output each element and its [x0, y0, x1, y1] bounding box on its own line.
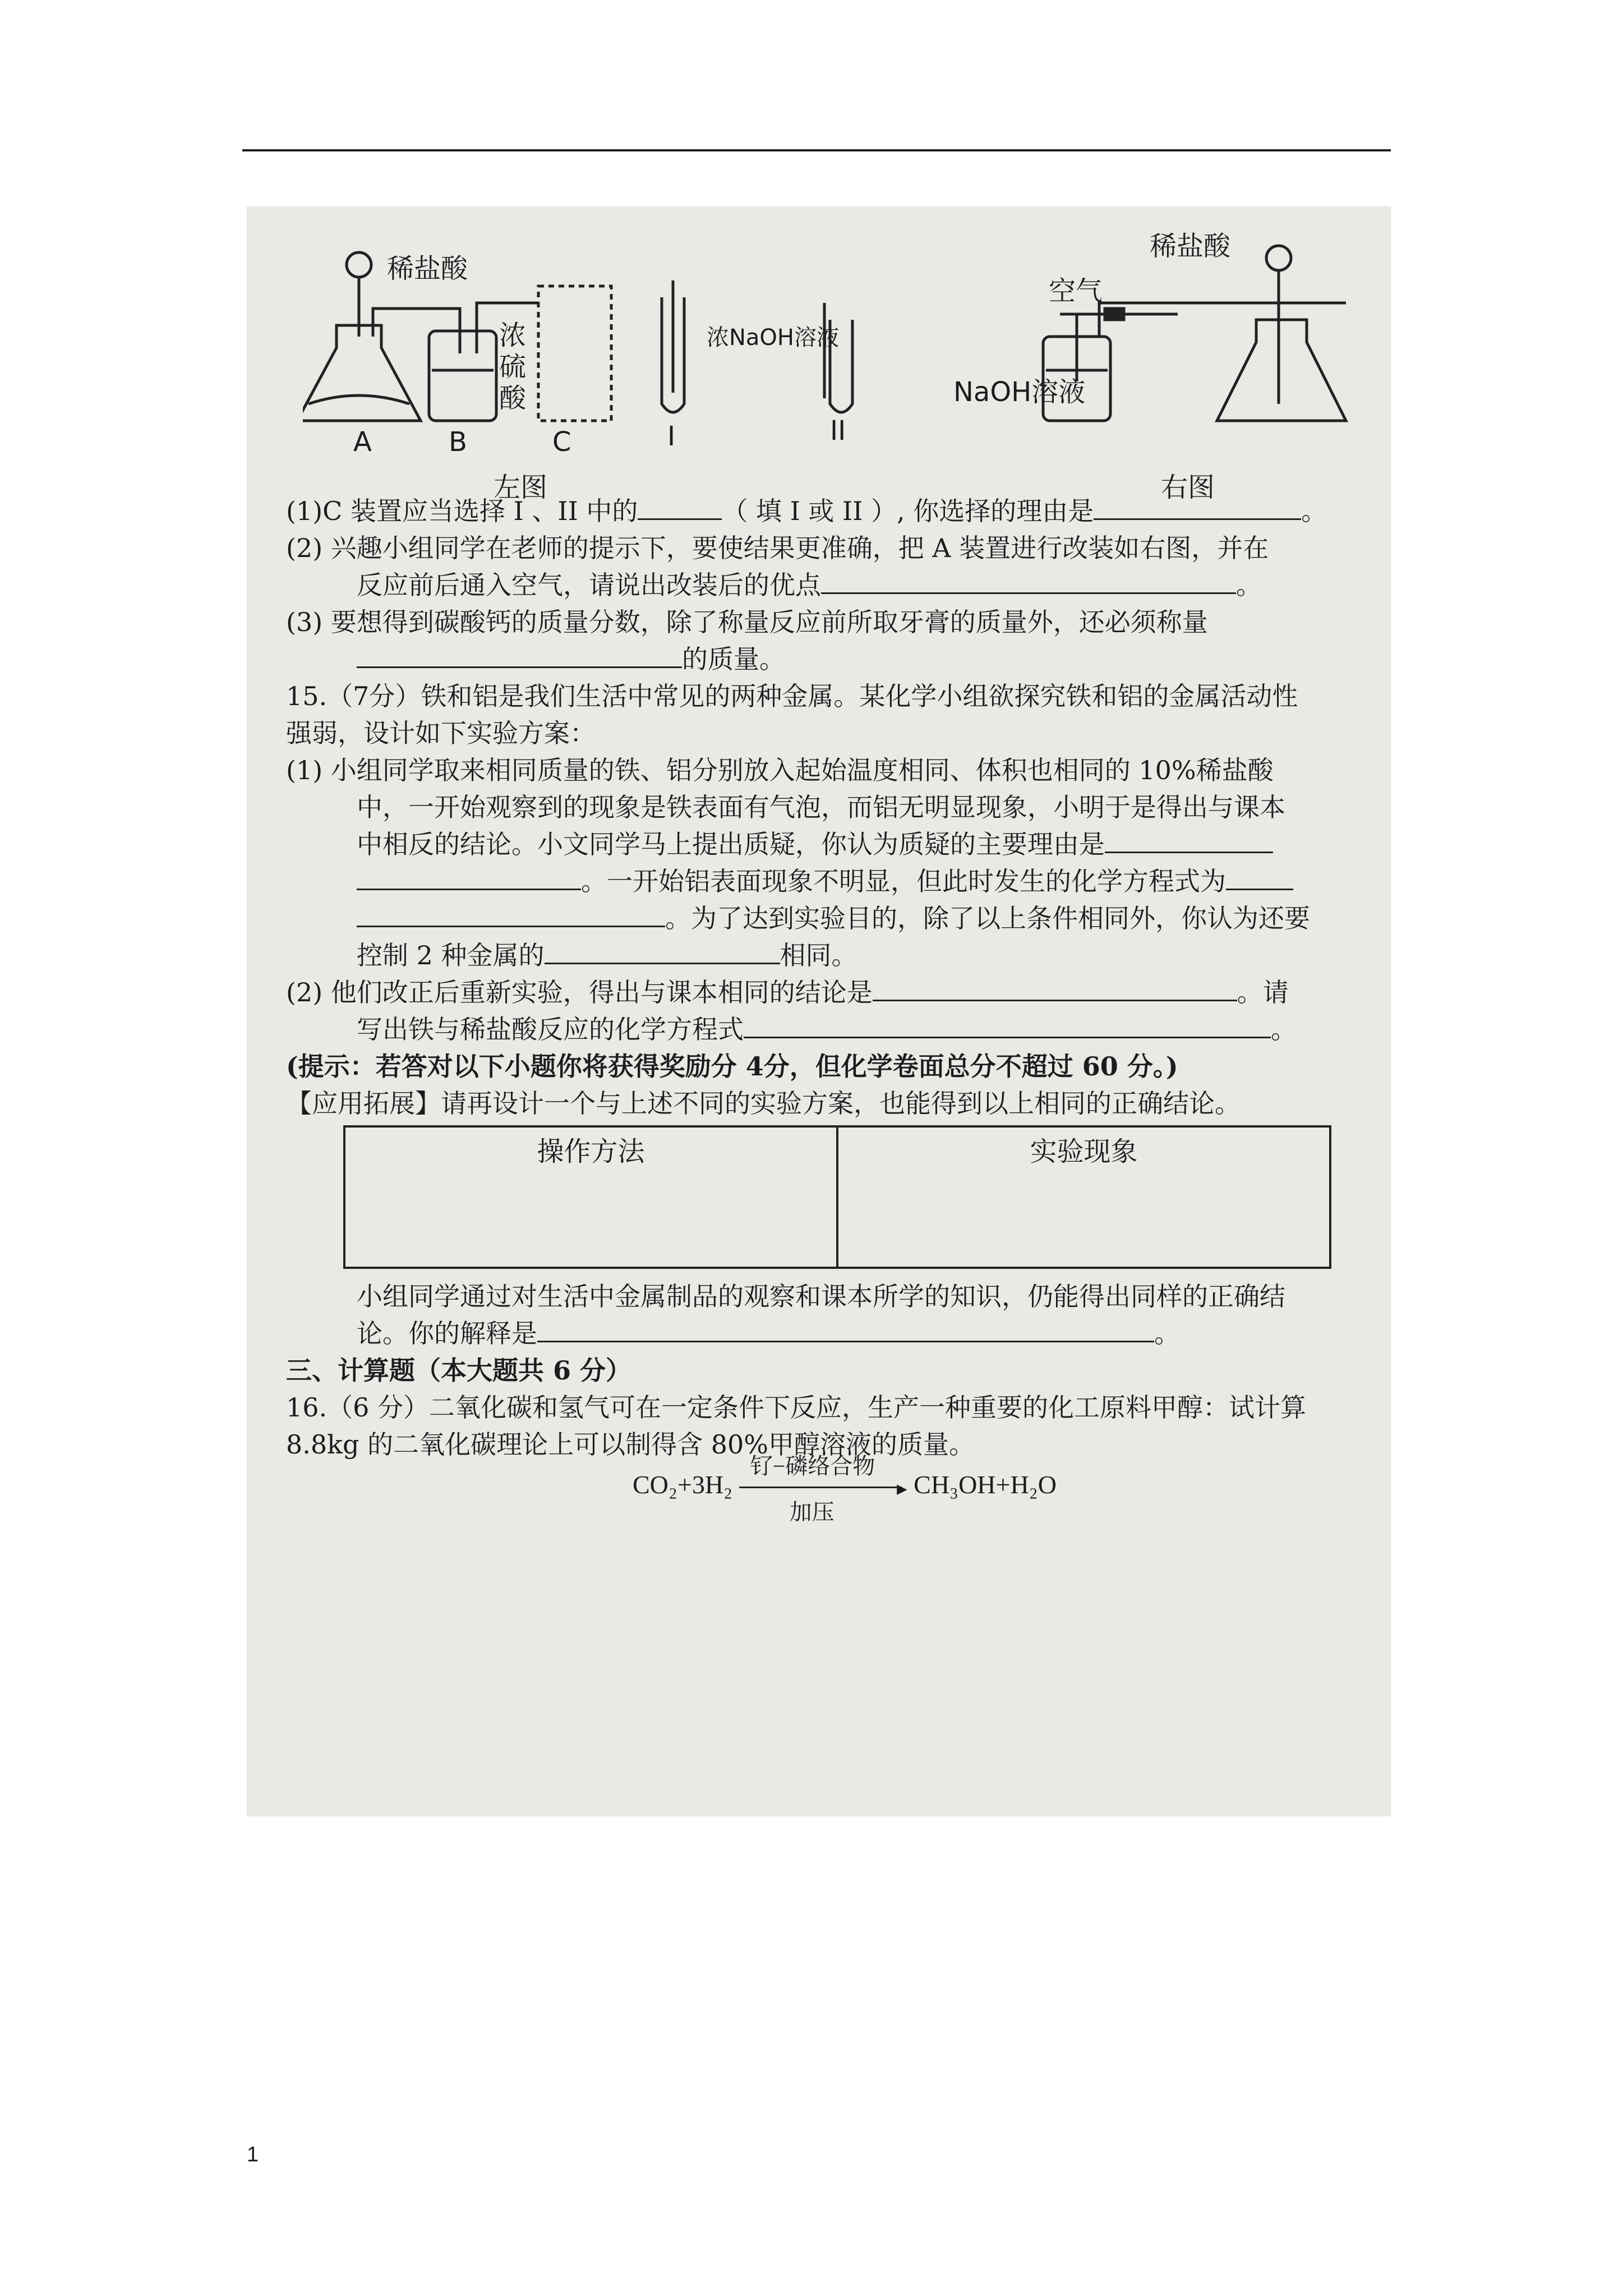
reactants: CO₂+3H₂	[633, 1470, 733, 1499]
condition-label: 加压	[789, 1499, 834, 1525]
table-header-method: 操作方法	[344, 1126, 837, 1268]
q15-part1b: 中，一开始观察到的现象是铁表面有气泡，而铝无明显现象，小明于是得出与课本	[357, 792, 1285, 822]
extension-line: 【应用拓展】请再设计一个与上述不同的实验方案，也能得到以上相同的正确结论。	[286, 1088, 1241, 1119]
separatory-funnel	[347, 252, 371, 277]
section-3-title: 三、计算题（本大题共 6 分）	[286, 1355, 632, 1386]
q15-part1f: 控制 2 种金属的 相同。	[357, 940, 857, 970]
observation-b: 论。你的解释是 。	[357, 1318, 1180, 1349]
hint-line: (提示：若答对以下小题你将获得奖励分 4分，但化学卷面总分不超过 60 分。)	[286, 1051, 1178, 1082]
apparatus-diagram	[303, 231, 1368, 503]
label-i: I	[667, 421, 676, 452]
q15-part1e: 。为了达到实验目的，除了以上条件相同外，你认为还要	[357, 901, 1310, 936]
label-air: 空气	[1049, 275, 1103, 307]
reaction-arrow: 钌−磷络合物 ▶ 加压	[739, 1473, 907, 1501]
reaction-equation	[633, 1453, 1057, 1525]
catalyst-label: 钌−磷络合物	[750, 1453, 875, 1479]
products: CH₃OH+H₂O	[914, 1470, 1057, 1499]
q14-part1: (1)C 装置应当选择 I 、II 中的 （ 填 I 或 II ）, 你选择的理由是 。	[286, 496, 1327, 526]
q15-part2a: (2) 他们改正后重新实验，得出与课本相同的结论是 。请	[286, 977, 1289, 1007]
right-funnel	[1266, 246, 1291, 270]
right-flask	[1217, 320, 1346, 421]
caption-right: 右图	[1161, 472, 1215, 503]
q15-part1d: 。一开始铝表面现象不明显，但此时发生的化学方程式为	[357, 864, 1293, 899]
label-acid-left: 稀盐酸	[387, 253, 468, 284]
label-b: B	[449, 426, 467, 458]
bottle-b	[429, 331, 496, 421]
experiment-table	[343, 1125, 1331, 1269]
q15-part1a: (1) 小组同学取来相同质量的铁、铝分别放入起始温度相同、体积也相同的 10%稀盐酸	[286, 755, 1274, 785]
label-ii: II	[830, 415, 846, 447]
q14-part3a: (3) 要想得到碳酸钙的质量分数，除了称量反应前所取牙膏的质量外，还必须称量	[286, 607, 1208, 637]
observation-a: 小组同学通过对生活中金属制品的观察和课本所学的知识，仍能得出同样的正确结	[357, 1281, 1285, 1312]
q16-line2: 8.8kg 的二氧化碳理论上可以制得含 80%甲醇溶液的质量。	[286, 1429, 975, 1460]
label-acid-right: 稀盐酸	[1150, 231, 1231, 262]
q16-line1: 16.（6 分）二氧化碳和氢气可在一定条件下反应，生产一种重要的化工原料甲醇：试计算	[286, 1392, 1307, 1423]
header-rule	[242, 149, 1391, 151]
q15-part1c: 中相反的结论。小文同学马上提出质疑，你认为质疑的主要理由是	[357, 827, 1273, 862]
label-a: A	[353, 426, 372, 458]
q14-part2a: (2) 兴趣小组同学在老师的提示下，要使结果更准确，把 A 装置进行改装如右图，并在	[286, 533, 1269, 563]
table-header-phenomenon: 实验现象	[837, 1126, 1330, 1268]
q14-part3b: 的质量。	[357, 642, 785, 677]
q15-title: 15.（7分）铁和铝是我们生活中常见的两种金属。某化学小组欲探究铁和铝的金属活动性	[286, 681, 1298, 711]
q14-part2b: 反应前后通入空气，请说出改装后的优点 。	[357, 570, 1262, 600]
label-conc-h2so4: 浓 硫 酸	[499, 320, 527, 414]
label-naoh-right: NaOH溶液	[953, 376, 1086, 408]
page-number: 1	[247, 2143, 259, 2166]
flask-a	[303, 325, 421, 421]
caption-left: 左图	[494, 472, 548, 503]
label-naoh-left: 浓NaOH溶液	[707, 325, 839, 351]
q15-part2b: 写出铁与稀盐酸反应的化学方程式 。	[357, 1014, 1297, 1045]
q15-title2: 强弱，设计如下实验方案：	[286, 718, 596, 748]
label-c: C	[552, 426, 571, 458]
box-c	[538, 286, 611, 421]
